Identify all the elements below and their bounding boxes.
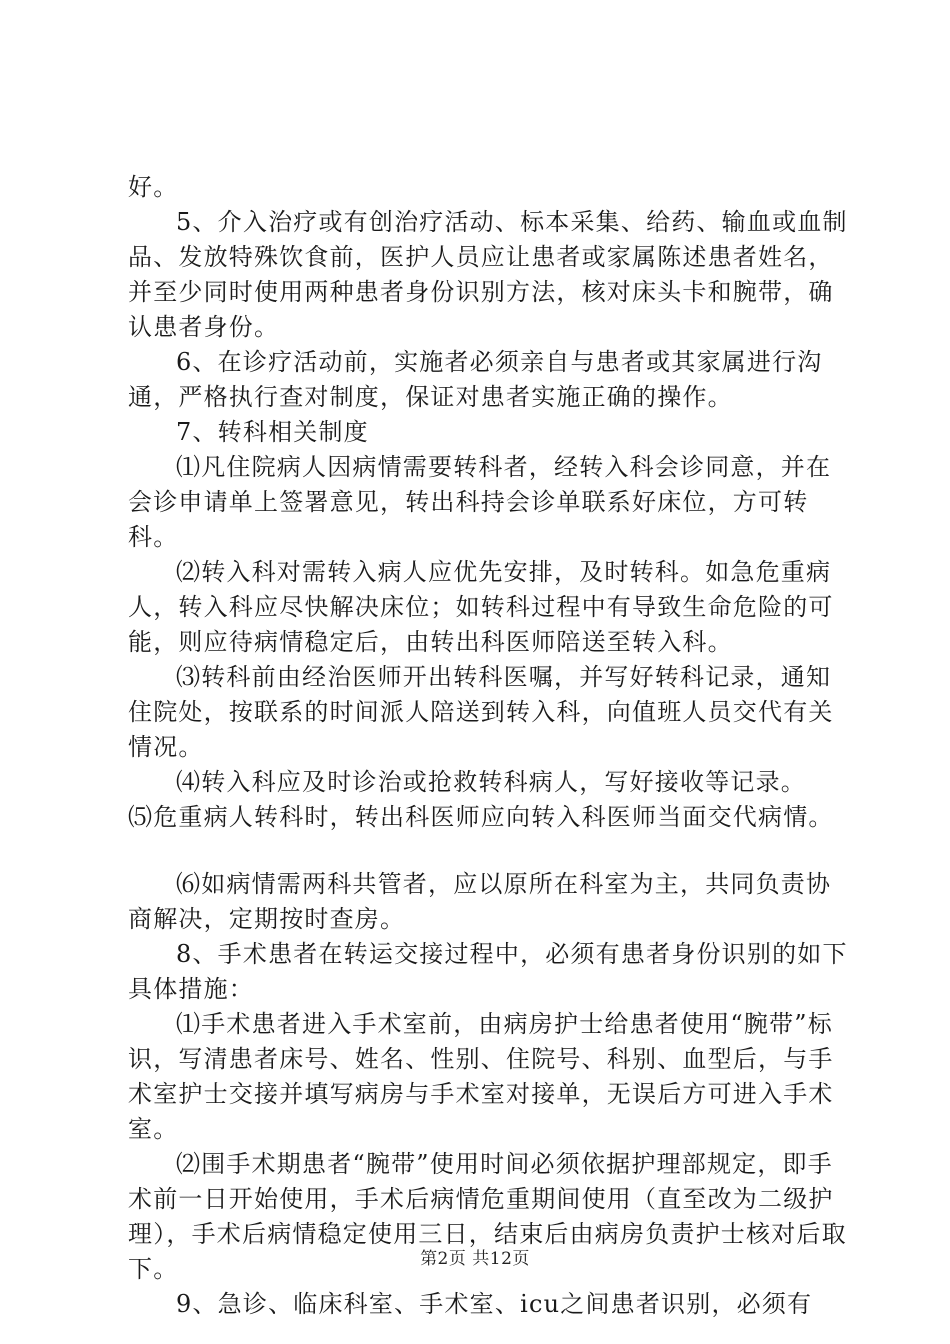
paragraph-continuation: 好。	[128, 173, 179, 201]
paragraph-item-5: 5、介入治疗或有创治疗活动、标本采集、给药、输血或血制品、发放特殊饮食前，医护人员应让患者或家属陈述患者姓名，并至少同时使用两种患者身份识别方法，核对床头卡和腕带，确认患者身份。	[128, 208, 848, 341]
paragraph-item-9: 9、急诊、临床科室、手术室、icu之间患者识别，必须有	[176, 1290, 813, 1318]
document-body	[128, 170, 848, 1322]
paragraph-item-7-4: ⑷转入科应及时诊治或抢救转科病人，写好接收等记录。	[176, 768, 806, 796]
paragraph-item-8-2: ⑵围手术期患者“腕带”使用时间必须依据护理部规定，即手术前一日开始使用，手术后病情危重期间使用（直至改为二级护理），手术后病情稳定使用三日，结束后由病房负责护士核对后取下。	[128, 1150, 847, 1283]
paragraph-item-8-1: ⑴手术患者进入手术室前，由病房护士给患者使用“腕带”标识，写清患者床号、姓名、性别、住院号、科别、血型后，与手术室护士交接并填写病房与手术室对接单，无误后方可进入手术室。	[128, 1010, 834, 1143]
paragraph-item-7-5: ⑸危重病人转科时，转出科医师应向转入科医师当面交代病情。	[128, 803, 834, 831]
paragraph-item-7-3: ⑶转科前由经治医师开出转科医嘱，并写好转科记录，通知住院处，按联系的时间派人陪送到转入科，向值班人员交代有关情况。	[128, 663, 834, 761]
paragraph-item-7-1: ⑴凡住院病人因病情需要转科者，经转入科会诊同意，并在会诊申请单上签署意见，转出科持会诊单联系好床位，方可转科。	[128, 453, 832, 551]
section-heading-item-7: 7、转科相关制度	[176, 418, 369, 446]
paragraph-item-7-2: ⑵转入科对需转入病人应优先安排，及时转科。如急危重病人，转入科应尽快解决床位；如转科过程中有导致生命危险的可能，则应待病情稳定后，由转出科医师陪送至转入科。	[128, 558, 834, 656]
paragraph-item-6: 6、在诊疗活动前，实施者必须亲自与患者或其家属进行沟通，严格执行查对制度，保证对患者实施正确的操作。	[128, 348, 823, 411]
paragraph-item-7-6: ⑹如病情需两科共管者，应以原所在科室为主，共同负责协商解决，定期按时查房。	[128, 870, 832, 933]
page-number-footer: 第2页 共12页	[420, 1249, 530, 1269]
paragraph-item-8: 8、手术患者在转运交接过程中，必须有患者身份识别的如下具体措施：	[128, 940, 848, 1003]
paragraph-spacer	[128, 835, 848, 867]
